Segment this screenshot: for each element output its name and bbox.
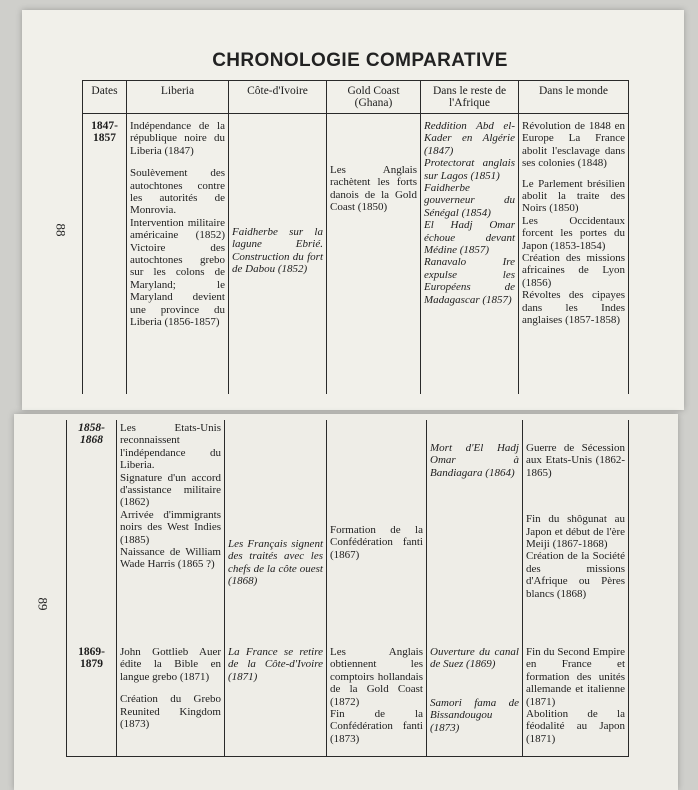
event: Les Français signent des traités avec les chefs de la côte ouest (1868) <box>228 538 323 588</box>
header-cote-ivoire: Côte-d'Ivoire <box>229 81 327 114</box>
event: Faidherbe gouverneur du Sénégal (1854) <box>424 182 515 219</box>
header-reste-afrique: Dans le reste de l'Afrique <box>421 81 519 114</box>
event: Reddition Abd el-Kader en Algérie (1847) <box>424 120 515 157</box>
date-cell: 1847-1857 <box>83 114 127 395</box>
event: Création de la Société des missions d'Afrique ou Pères blancs (1868) <box>526 550 625 600</box>
event: Les Occidentaux forcent les portes du Japon (1853-1854) <box>522 214 625 252</box>
event: Les Anglais rachètent les forts danois de la Gold Coast (1850) <box>330 164 417 214</box>
table-row <box>67 420 629 644</box>
event: Protectorat anglais sur Lagos (1851) <box>424 157 515 182</box>
event: Fin du Second Empire en France et formation des unités allemande et italienne (1871) <box>526 646 625 708</box>
event: Guerre de Sécession aux Etats-Unis (1862-1865) <box>526 442 625 479</box>
event: Faidherbe sur la lagune Ebrié. Construction du fort de Dabou (1852) <box>232 226 323 276</box>
event: Mort d'El Hadj Omar à Bandiagara (1864) <box>430 442 519 479</box>
liberia-cell <box>117 644 225 757</box>
gold-coast-cell <box>327 114 421 395</box>
event: El Hadj Omar échoue devant Médine (1857) <box>424 219 515 257</box>
event: John Gottlieb Auer édite la Bible en langue grebo (1871) <box>120 646 221 683</box>
event: Soulèvement des autochtones contre les autorités de Monrovia. Intervention militaire américaine (1852) Victoire des autochtones grebo sur les colons de Maryland; le Maryland devient une province du Liberia (1856-1857) <box>130 167 225 329</box>
afrique-cell <box>427 420 523 644</box>
liberia-cell <box>117 420 225 644</box>
header-liberia: Liberia <box>127 81 229 114</box>
monde-cell <box>519 114 629 395</box>
event: Indépendance de la république noire du Liberia (1847) <box>130 120 225 157</box>
event: Ouverture du canal de Suez (1869) <box>430 646 519 671</box>
cote-ivoire-cell <box>225 420 327 644</box>
event: Fin de la Confédération fanti (1873) <box>330 708 423 745</box>
event: Les Etats-Unis reconnaissent l'indépendance du Liberia. <box>120 422 221 472</box>
page-title: CHRONOLOGIE COMPARATIVE <box>212 50 508 71</box>
event: Le Parlement brésilien abolit la traite des Noirs (1850) <box>522 177 625 215</box>
monde-cell <box>523 644 629 757</box>
event: Révoltes des cipayes dans les Indes anglaises (1857-1858) <box>522 289 625 327</box>
event: Samori fama de Bissandougou (1873) <box>430 696 519 734</box>
event: Les Anglais obtiennent les comptoirs hollandais de la Gold Coast (1872) <box>330 646 423 708</box>
chronology-table-top <box>82 80 629 394</box>
page-number-top: 88 <box>53 223 69 237</box>
event: Création des missions africaines de Lyon (1856) <box>522 252 625 289</box>
gold-coast-cell <box>327 644 427 757</box>
event: Création du Grebo Reunited Kingdom (1873) <box>120 693 221 731</box>
monde-cell <box>523 420 629 644</box>
table-row <box>83 114 629 395</box>
header-gold-coast: Gold Coast (Ghana) <box>327 81 421 114</box>
event: Signature d'un accord d'assistance militaire (1862) <box>120 471 221 509</box>
afrique-cell <box>427 644 523 757</box>
header-monde: Dans le monde <box>519 81 629 114</box>
event: Fin du shôgunat au Japon et début de l'ère Meiji (1867-1868) <box>526 513 625 551</box>
header-dates: Dates <box>83 81 127 114</box>
date-cell: 1869-1879 <box>67 644 117 757</box>
event: Ranavalo Ire expulse les Européens de Madagascar (1857) <box>424 256 515 306</box>
chronology-table-bottom <box>66 420 629 757</box>
cote-ivoire-cell <box>225 644 327 757</box>
event: Arrivée d'immigrants noirs des West Indies (1885) <box>120 508 221 546</box>
table-row <box>67 644 629 757</box>
afrique-cell <box>421 114 519 395</box>
event: Naissance de William Wade Harris (1865 ?) <box>120 546 221 571</box>
date-cell: 1858-1868 <box>67 420 117 644</box>
table-header-row <box>83 81 629 114</box>
event: Formation de la Confédération fanti (1867) <box>330 524 423 561</box>
event: Révolution de 1848 en Europe La France abolit l'esclavage dans ses colonies (1848) <box>522 120 625 170</box>
cote-ivoire-cell <box>229 114 327 395</box>
event: La France se retire de la Côte-d'Ivoire (1871) <box>228 646 323 683</box>
liberia-cell <box>127 114 229 395</box>
page-number-bottom: 89 <box>35 597 51 611</box>
event: Abolition de la féodalité au Japon (1871) <box>526 708 625 745</box>
gold-coast-cell <box>327 420 427 644</box>
